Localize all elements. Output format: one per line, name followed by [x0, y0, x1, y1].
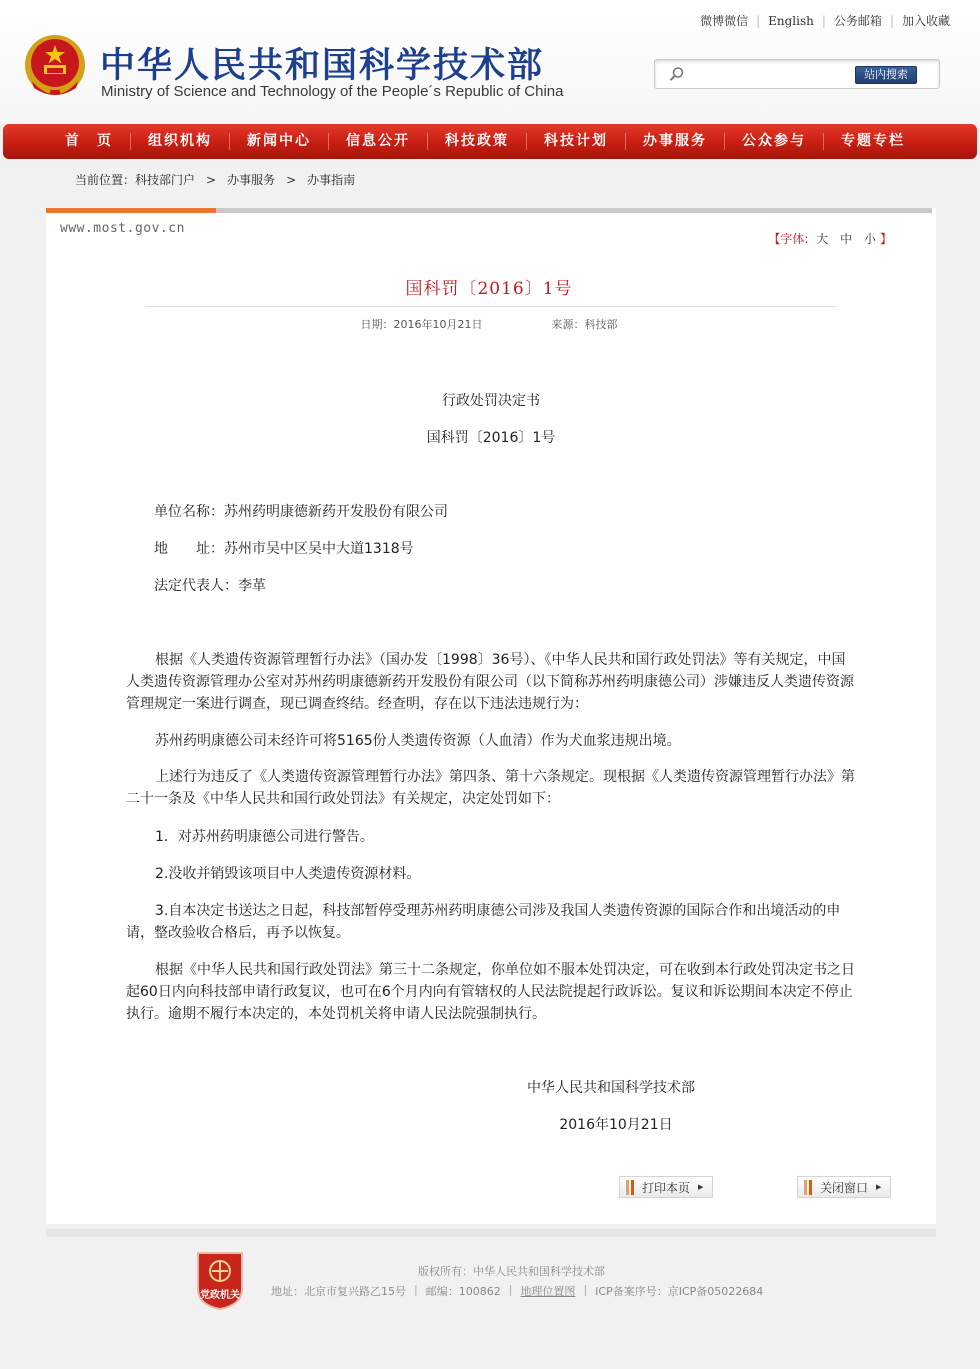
- close-button-label: 关闭窗口: [820, 1180, 869, 1195]
- nav-policy[interactable]: 科技政策: [428, 133, 527, 150]
- content-top-bar: [46, 208, 932, 213]
- article-container: [46, 208, 936, 1224]
- font-size-label: 字体:: [780, 232, 809, 246]
- signature-org: 中华人民共和国科学技术部: [527, 1080, 695, 1096]
- footer-address: 地址：北京市复兴路乙15号: [271, 1285, 406, 1298]
- search-icon: [669, 66, 685, 82]
- nav-organization[interactable]: 组织机构: [131, 133, 230, 150]
- article-source: 科技部: [584, 318, 618, 331]
- breadcrumb-separator: >: [286, 172, 297, 187]
- close-button-marker: [804, 1180, 812, 1195]
- paragraph: 苏州药明康德公司未经许可将5165份人类遗传资源（人血清）作为犬血浆违规出境。: [155, 733, 681, 749]
- link-separator: |: [756, 13, 761, 28]
- official-mail-link[interactable]: 公务邮箱: [833, 14, 882, 28]
- nav-info-disclosure[interactable]: 信息公开: [329, 133, 428, 150]
- font-size-medium[interactable]: 中: [840, 232, 853, 246]
- paragraph: 1．对苏州药明康德公司进行警告。: [155, 829, 374, 845]
- article-date: 2016年10月21日: [393, 318, 483, 331]
- date-label: 日期：: [360, 318, 394, 331]
- nav-topics[interactable]: 专题专栏: [841, 133, 905, 149]
- site-title-en: Ministry of Science and Technology of the People´s Republic of China: [101, 83, 564, 100]
- english-link[interactable]: English: [768, 13, 814, 28]
- breadcrumb-guide[interactable]: 办事指南: [307, 173, 356, 187]
- search-input[interactable]: [691, 64, 851, 84]
- site-url: www.most.gov.cn: [60, 221, 185, 236]
- main-nav: [3, 124, 977, 159]
- footer-map-link[interactable]: 地理位置图: [520, 1285, 576, 1298]
- site-header: [0, 0, 980, 124]
- article-meta: [46, 316, 932, 332]
- font-size-open-bracket: 【: [768, 232, 781, 246]
- font-size-large[interactable]: 大: [816, 232, 829, 246]
- paragraph: 上述行为违反了《人类遗传资源管理暂行办法》第四条、第十六条规定。现根据《人类遗传资源管理暂行办法》第二十一条及《中华人民共和国行政处罚法》有关规定，决定处罚如下：: [126, 769, 855, 807]
- breadcrumb-services[interactable]: 办事服务: [227, 173, 276, 187]
- party-rep-label: 法定代表人：: [154, 578, 238, 594]
- font-size-close-bracket: 】: [879, 232, 892, 246]
- footer-separator: |: [508, 1283, 513, 1296]
- paragraph: 根据《中华人民共和国行政处罚法》第三十二条规定，你单位如不服本处罚决定，可在收到本行政处罚决定书之日起60日内向科技部申请行政复议，也可在6个月内向有管辖权的人民法院提起行政诉讼。复议和诉讼期间本决定不停止执行。逾期不履行本决定的，本处罚机关将申请人民法院强制执行。: [126, 962, 855, 1022]
- article-title: 国科罚〔2016〕1号: [405, 279, 573, 299]
- nav-participation[interactable]: 公众参与: [725, 133, 824, 150]
- site-title-cn: 中华人民共和国科学技术部: [100, 46, 545, 86]
- logo-text: 党政机关: [200, 1290, 240, 1301]
- national-emblem-icon[interactable]: [22, 32, 88, 100]
- party-name-line: [154, 501, 448, 523]
- close-window-button[interactable]: [797, 1176, 891, 1198]
- breadcrumb: [75, 171, 355, 188]
- paragraph: 根据《人类遗传资源管理暂行办法》（国办发〔1998〕36号）、《中华人民共和国行政处罚法》等有关规定，中国人类遗传资源管理办公室对苏州药明康德新药开发股份有限公司（以下简称苏州药明康德公司）涉嫌违反人类遗传资源管理规定一案进行调查，现已调查终结。经查明，存在以下违法违规行为：: [126, 652, 854, 712]
- document-number: 国科罚〔2016〕1号: [426, 430, 556, 446]
- party-address: 苏州市吴中区吴中大道1318号: [224, 541, 414, 557]
- paragraph: 2.没收并销毁该项目中人类遗传资源材料。: [155, 866, 421, 882]
- party-rep-line: [154, 575, 266, 597]
- party-address-line: [154, 538, 414, 560]
- party-name: 苏州药明康德新药开发股份有限公司: [224, 504, 448, 520]
- font-size-control: [768, 230, 892, 247]
- document-heading: 行政处罚决定书: [442, 393, 540, 409]
- top-links: [692, 12, 958, 29]
- breadcrumb-portal[interactable]: 科技部门户: [135, 173, 196, 187]
- print-button-marker: [626, 1180, 634, 1195]
- source-label: 来源：: [551, 318, 585, 331]
- party-name-label: 单位名称：: [154, 504, 224, 520]
- print-button[interactable]: [619, 1176, 713, 1198]
- print-button-label: 打印本页: [642, 1180, 691, 1195]
- party-government-org-logo[interactable]: [192, 1249, 248, 1311]
- weibo-weixin-link[interactable]: 微博微信: [700, 14, 749, 28]
- footer-separator: |: [414, 1283, 418, 1296]
- search-button[interactable]: 站内搜索: [855, 66, 917, 84]
- footer-icp: ICP备案序号：京ICP备05022684: [595, 1285, 764, 1298]
- add-favorite-link[interactable]: 加入收藏: [901, 14, 950, 28]
- footer-band: [46, 1229, 936, 1237]
- paragraph: 3.自本决定书送达之日起，科技部暂停受理苏州药明康德公司涉及我国人类遗传资源的国际合作和出境活动的申请，整改验收合格后，再予以恢复。: [126, 903, 841, 941]
- party-rep: 李革: [238, 578, 266, 594]
- nav-home[interactable]: 首 页: [48, 133, 131, 150]
- title-divider: [146, 306, 836, 307]
- footer-info: [271, 1283, 763, 1299]
- arrow-right-icon: ▶: [698, 1183, 704, 1191]
- link-separator: |: [821, 13, 826, 28]
- link-separator: |: [889, 13, 894, 28]
- breadcrumb-separator: >: [206, 172, 217, 187]
- search-box: [654, 59, 940, 89]
- font-size-small[interactable]: 小: [863, 232, 876, 246]
- nav-programs[interactable]: 科技计划: [527, 133, 626, 150]
- nav-news[interactable]: 新闻中心: [230, 133, 329, 150]
- footer-postcode: 邮编：100862: [425, 1285, 501, 1298]
- footer-copyright: 版权所有：中华人民共和国科学技术部: [418, 1265, 605, 1278]
- breadcrumb-prefix: 当前位置：: [75, 173, 136, 187]
- signature-date: 2016年10月21日: [559, 1117, 673, 1133]
- nav-services[interactable]: 办事服务: [626, 133, 725, 150]
- footer-separator: |: [583, 1283, 588, 1296]
- arrow-right-icon: ▶: [876, 1183, 882, 1191]
- content-top-accent: [46, 208, 216, 213]
- party-address-label: 地 址：: [154, 541, 224, 557]
